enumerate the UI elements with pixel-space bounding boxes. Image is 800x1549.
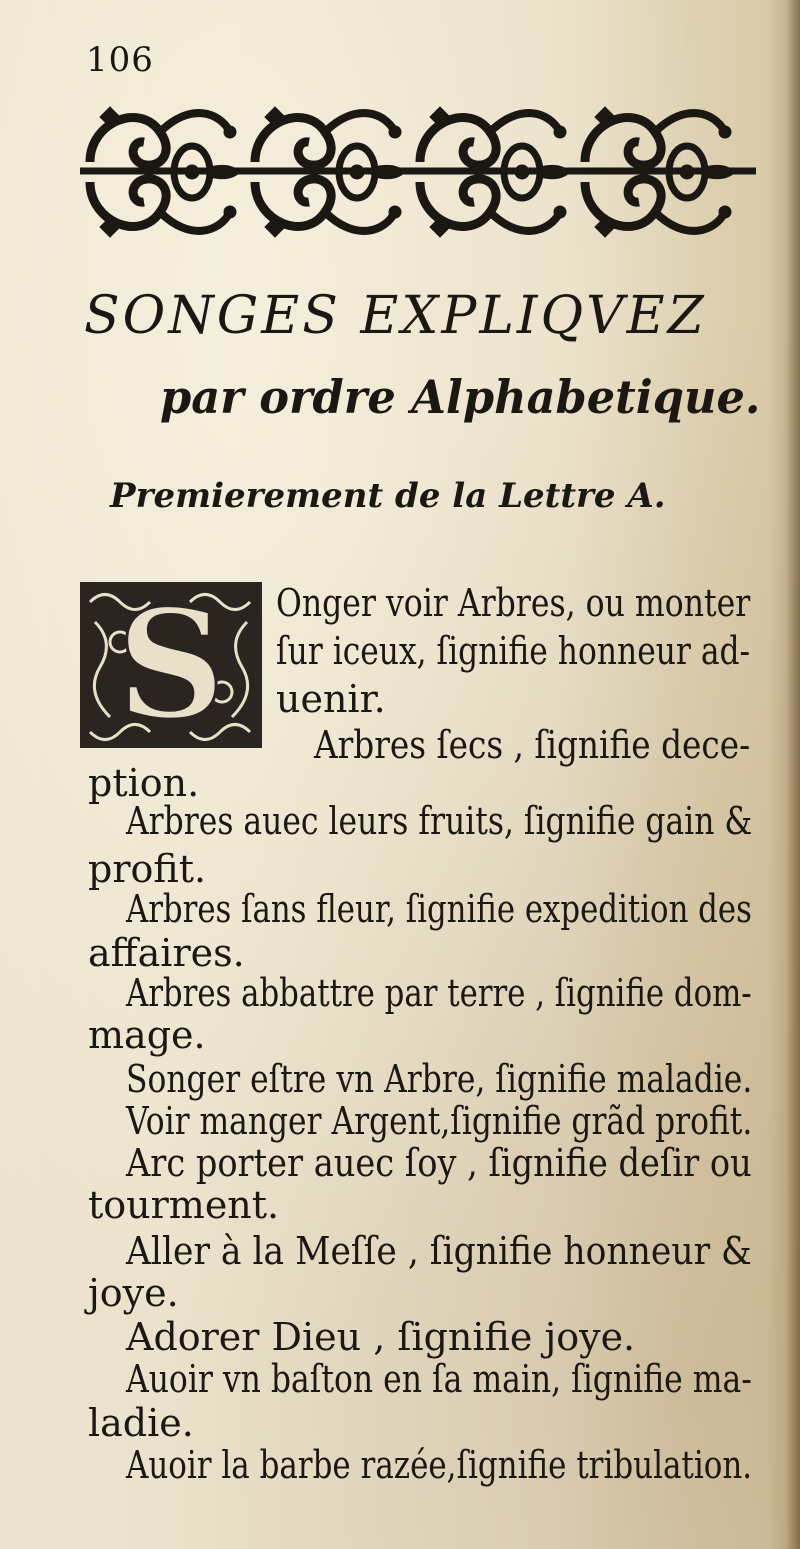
text-line: uenir.	[276, 677, 386, 721]
text-line: Onger voir Arbres, ou monter	[276, 581, 751, 625]
text-line: Songer eſtre vn Arbre, ſignifie maladie.	[126, 1057, 753, 1101]
page-title: SONGES EXPLIQVEZ	[84, 286, 707, 346]
text-line: Arbres ſans fleur, ſignifie expedition des	[126, 887, 752, 931]
text-line: profit.	[88, 847, 207, 891]
drop-cap-letter: S	[116, 582, 226, 748]
page-gutter-shadow	[786, 0, 800, 1549]
text-line: Arbres auec leurs fruits, ſignifie gain &	[126, 799, 753, 843]
text-line: Auoir la barbe razée,ſignifie tribulation.	[126, 1443, 753, 1487]
text-line: Arbres abbattre par terre , ſignifie dom-	[126, 971, 752, 1015]
text-line: Adorer Dieu , ſignifie joye.	[126, 1315, 636, 1359]
floral-initial-s-icon	[80, 582, 262, 748]
page-number: 106	[86, 40, 154, 80]
text-line: tourment.	[88, 1183, 280, 1227]
text-line: Aller à la Meſſe , ſignifie honneur &	[126, 1229, 752, 1273]
text-line: mage.	[88, 1013, 206, 1057]
text-line: Arc porter auec ſoy , ſignifie deſir ou	[126, 1141, 752, 1185]
text-line: Voir manger Argent,ſignifie grãd profit.	[126, 1099, 753, 1143]
text-line: Arbres ſecs , ſignifie dece-	[314, 723, 751, 767]
page-title-subline: par ordre Alphabetique.	[160, 370, 761, 424]
text-line: affaires.	[88, 931, 245, 975]
text-line: joye.	[88, 1271, 179, 1315]
text-line: Auoir vn baſton en ſa main, ſignifie ma-	[126, 1357, 752, 1401]
section-heading: Premierement de la Lettre A.	[110, 476, 666, 516]
floral-headpiece-ornament-icon	[80, 92, 756, 252]
text-line: ladie.	[88, 1401, 194, 1445]
text-line: ption.	[88, 761, 200, 805]
text-line: ſur iceux, ſignifie honneur ad-	[276, 629, 751, 673]
